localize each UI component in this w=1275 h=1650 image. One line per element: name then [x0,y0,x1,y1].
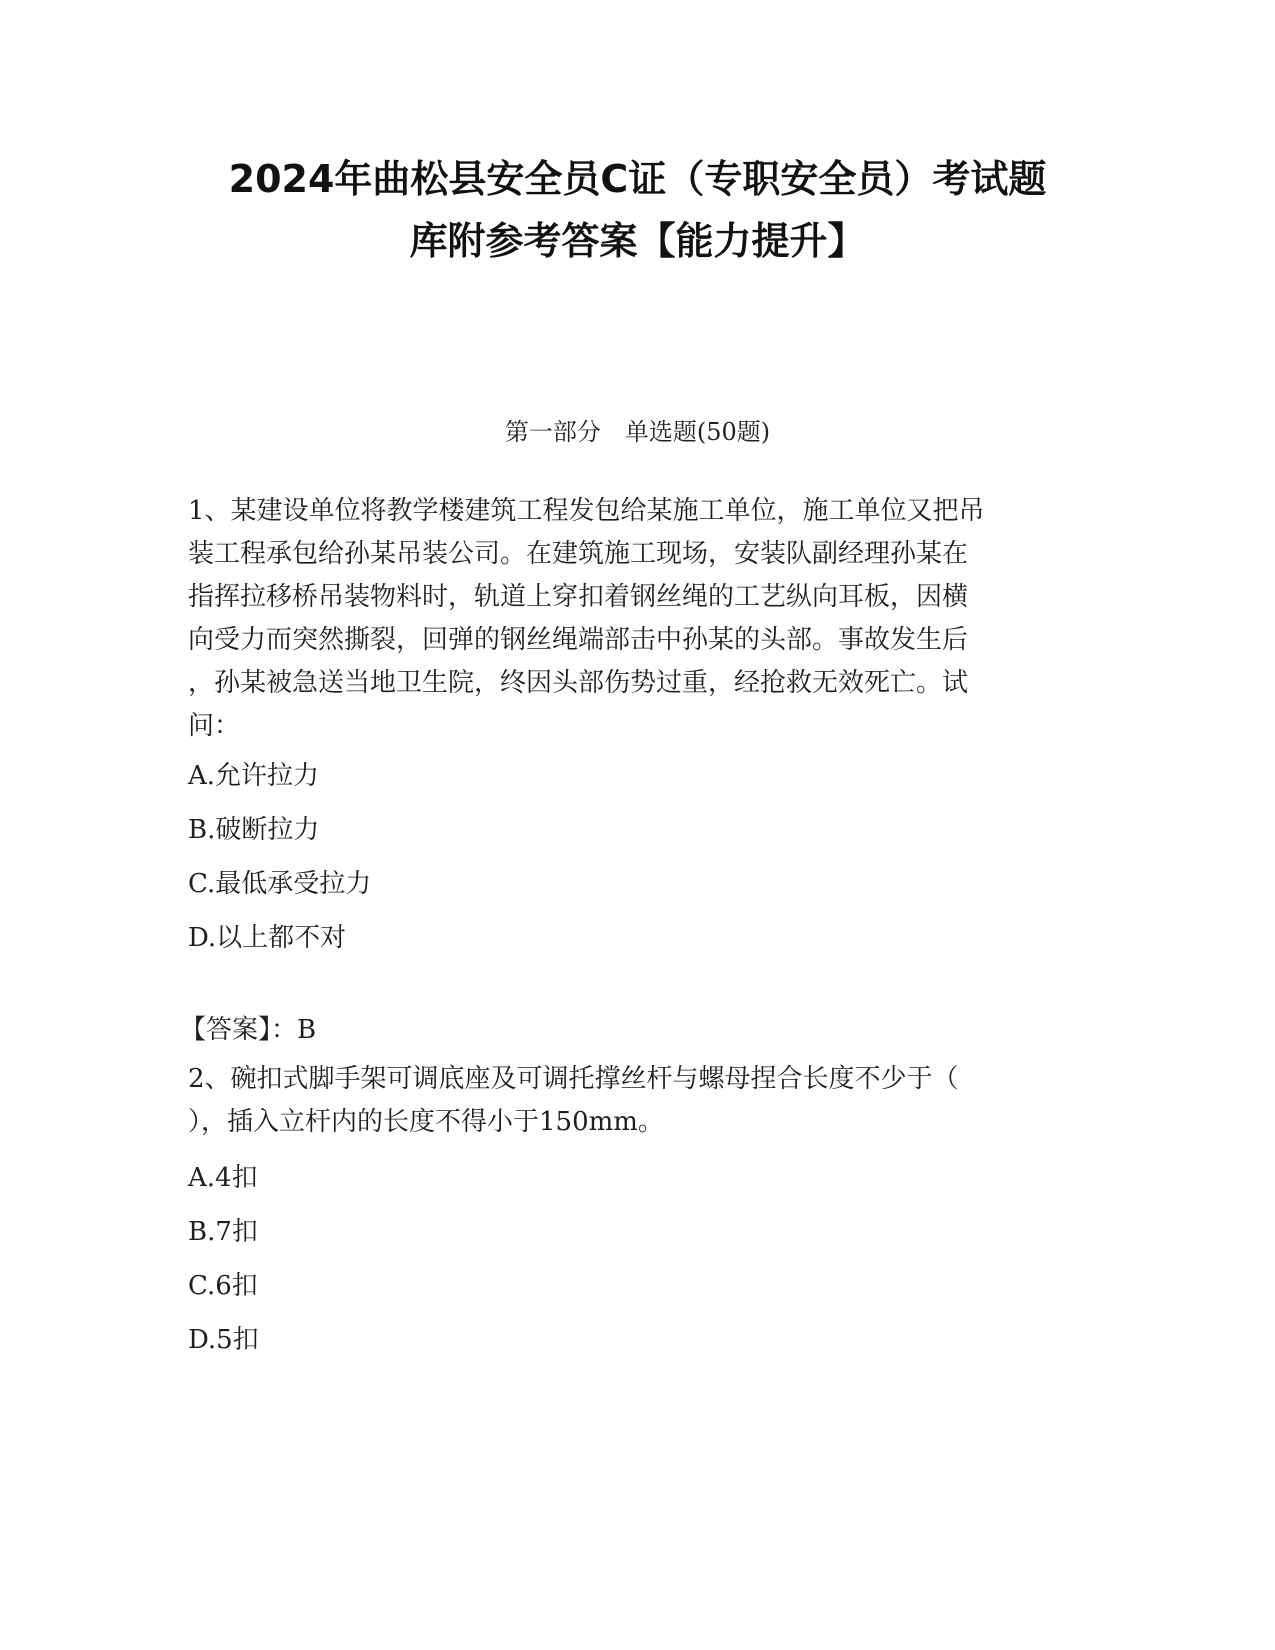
question-2-option-d: D.5扣 [188,1325,259,1355]
question-1-line: 指挥拉移桥吊装物料时，轨道上穿扣着钢丝绳的工艺纵向耳板，因横 [188,582,969,612]
question-1-line: 1、某建设单位将教学楼建筑工程发包给某施工单位，施工单位又把吊 [188,496,985,526]
question-1-line: 问： [188,711,241,741]
question-2-option-c: C.6扣 [188,1271,258,1301]
document-title-line-1: 2024年曲松县安全员C证（专职安全员）考试题 [228,157,1047,201]
question-1-option-c: C.最低承受拉力 [188,869,372,899]
question-2-line: 2、碗扣式脚手架可调底座及可调托撑丝杆与螺母捏合长度不少于（ [188,1064,959,1094]
question-1-line: ，孙某被急送当地卫生院，终因头部伤势过重，经抢救无效死亡。试 [188,668,969,698]
section-heading: 第一部分 单选题(50题) [504,418,771,446]
question-1-option-b: B.破断拉力 [188,815,320,845]
question-1-option-a: A.允许拉力 [188,761,320,791]
document-title-line-2: 库附参考答案【能力提升】 [409,219,866,263]
question-1-answer: 【答案】：B [180,1015,317,1045]
question-2-option-b: B.7扣 [188,1217,258,1247]
question-1-option-d: D.以上都不对 [188,923,347,953]
question-1-line: 装工程承包给孙某吊装公司。在建筑施工现场，安装队副经理孙某在 [188,539,969,569]
question-1-line: 向受力而突然撕裂，回弹的钢丝绳端部击中孙某的头部。事故发生后 [188,625,969,655]
question-2-option-a: A.4扣 [188,1163,258,1193]
question-2-line: ），插入立杆内的长度不得小于150mm。 [188,1107,664,1137]
